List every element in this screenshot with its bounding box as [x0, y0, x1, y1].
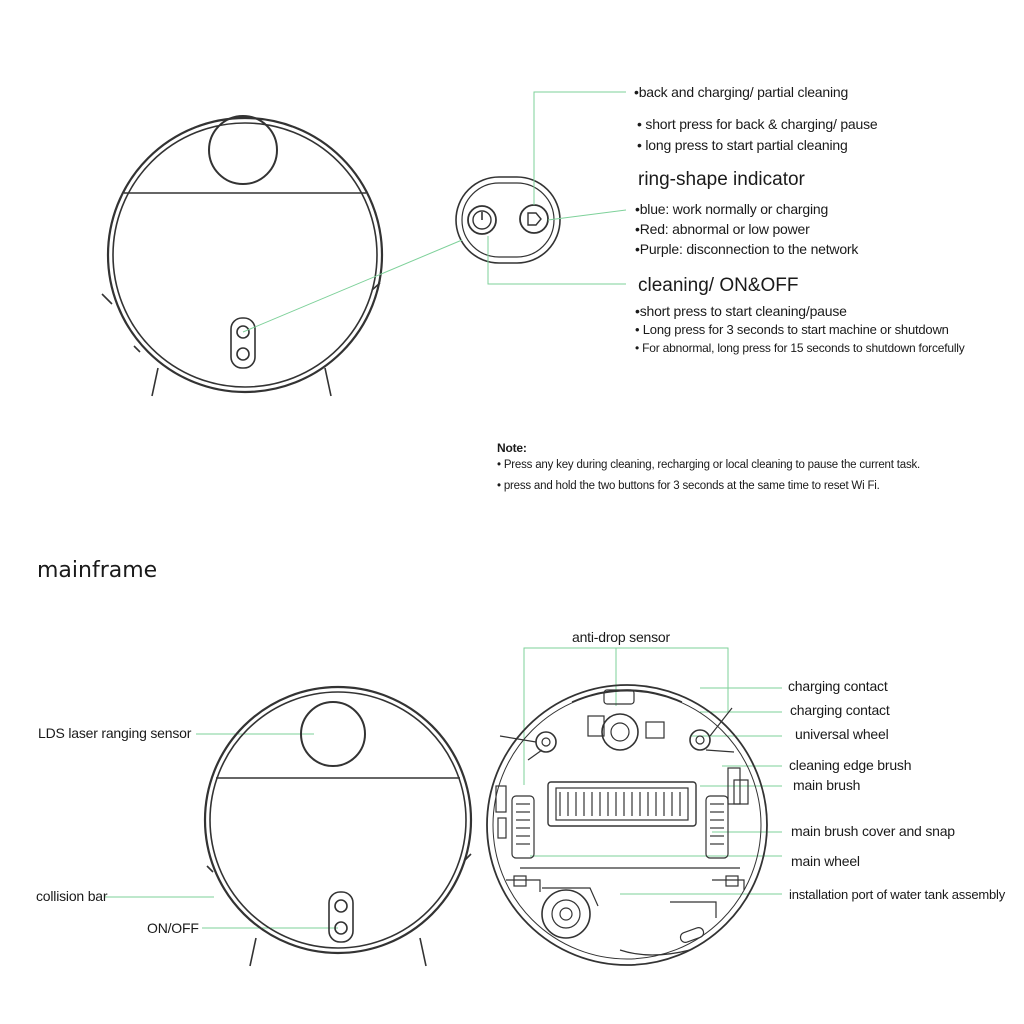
note-line-1: • Press any key during cleaning, recharging or local cleaning to pause the current task.: [497, 459, 921, 471]
note-title: Note:: [497, 441, 527, 455]
label-anti-drop-sensor: anti-drop sensor: [572, 629, 670, 645]
cleaning-onoff-line-2: • Long press for 3 seconds to start machine or shutdown: [635, 322, 949, 337]
back-charging-line-1: • short press for back & charging/ pause: [637, 116, 878, 132]
label-lds-sensor: LDS laser ranging sensor: [38, 725, 192, 741]
note-line-2: • press and hold the two buttons for 3 seconds at the same time to reset Wi Fi.: [497, 480, 880, 492]
cleaning-onoff-line-3: • For abnormal, long press for 15 seconds to shutdown forcefully: [635, 341, 965, 355]
mainframe-title: mainframe: [37, 558, 158, 583]
ring-indicator-line-1: •blue: work normally or charging: [635, 201, 829, 217]
label-charging-contact-1: charging contact: [788, 678, 888, 694]
ring-indicator-title: ring-shape indicator: [638, 169, 805, 190]
back-charging-line-2: • long press to start partial cleaning: [637, 137, 848, 153]
label-universal-wheel: universal wheel: [795, 726, 889, 742]
cleaning-onoff-title: cleaning/ ON&OFF: [638, 275, 799, 296]
label-cleaning-edge-brush: cleaning edge brush: [789, 757, 912, 773]
label-charging-contact-2: charging contact: [790, 702, 890, 718]
label-on-off: ON/OFF: [147, 920, 199, 936]
label-main-brush: main brush: [793, 777, 861, 793]
control-panel-zoom: [456, 177, 560, 263]
robot-top-view: [102, 116, 382, 396]
back-charging-title: •back and charging/ partial cleaning: [634, 84, 849, 100]
label-collision-bar: collision bar: [36, 888, 108, 904]
robot-mainframe-top: [205, 687, 471, 966]
ring-indicator-line-3: •Purple: disconnection to the network: [635, 241, 859, 257]
cleaning-onoff-line-1: •short press to start cleaning/pause: [635, 303, 847, 319]
robot-bottom-view: [487, 685, 767, 965]
label-main-brush-cover: main brush cover and snap: [791, 823, 955, 839]
ring-indicator-line-2: •Red: abnormal or low power: [635, 221, 810, 237]
label-main-wheel: main wheel: [791, 853, 860, 869]
label-water-tank-port: installation port of water tank assembly: [789, 887, 1005, 902]
